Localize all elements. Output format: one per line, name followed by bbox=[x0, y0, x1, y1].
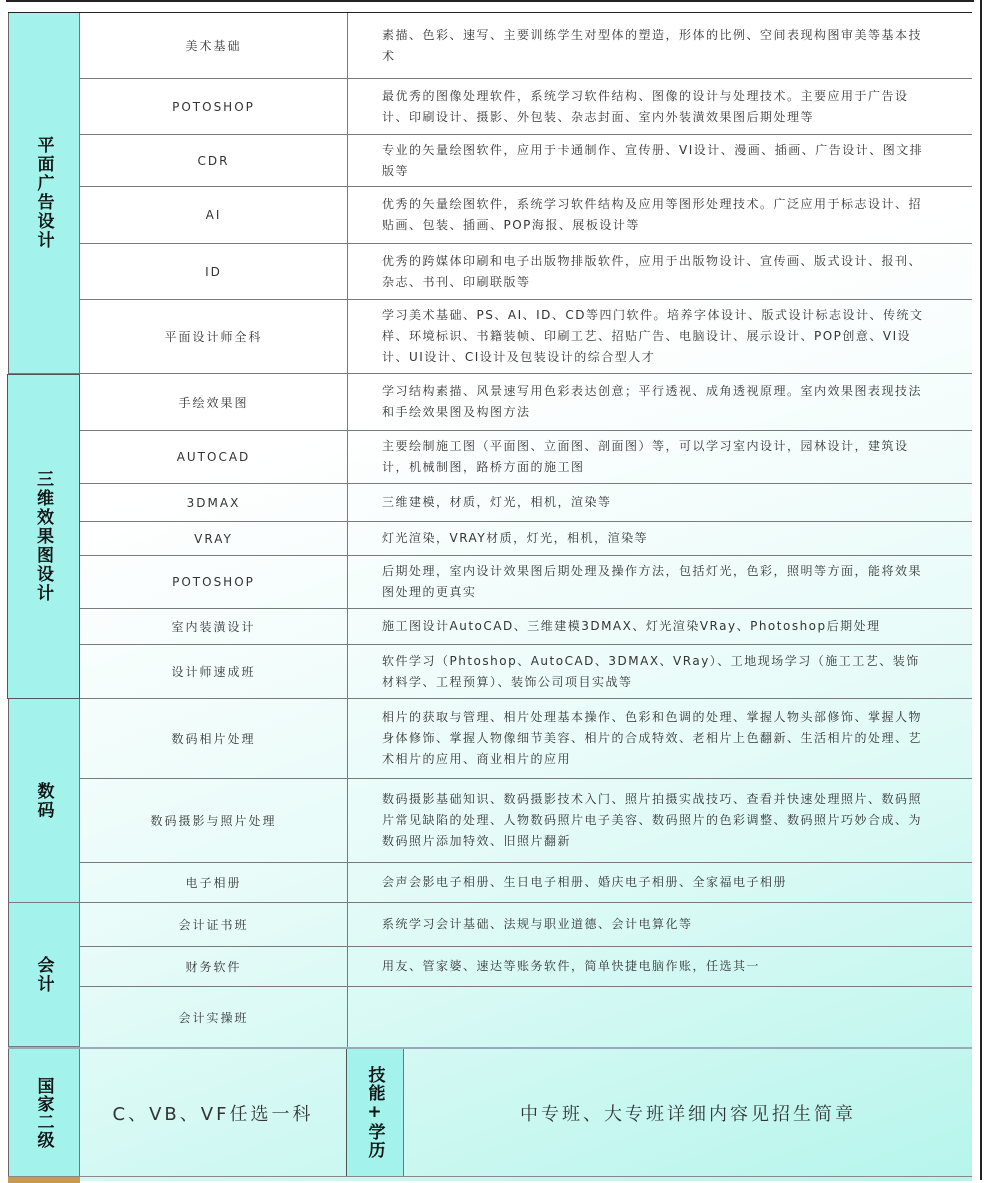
category-graphic-design: 平面广告设计 bbox=[8, 13, 80, 374]
course-name: 室内装潢设计 bbox=[80, 609, 348, 644]
table-row bbox=[80, 300, 972, 374]
table-row bbox=[80, 374, 972, 431]
category-digital: 数码 bbox=[8, 699, 80, 903]
course-name: POTOSHOP bbox=[80, 79, 348, 134]
course-name: 财务软件 bbox=[80, 947, 348, 986]
course-description bbox=[348, 987, 972, 1047]
course-description: 三维建模，材质，灯光，相机，渲染等 bbox=[382, 495, 612, 509]
course-description: 会声会影电子相册、生日电子相册、婚庆电子相册、全家福电子相册 bbox=[382, 875, 788, 889]
bottom-course: C、VB、VF任选一科 bbox=[112, 1103, 314, 1125]
table-row bbox=[80, 79, 972, 135]
course-description: 数码摄影基础知识、数码摄影技术入门、照片拍摄实战技巧、查看并快速处理照片、数码照片常见缺陷的处理、人物数码照片电子美容、数码照片的色彩调整、数码照片巧妙合成、为数码照片添加特效、旧照片翻新 bbox=[382, 792, 923, 848]
course-name: VRAY bbox=[80, 522, 348, 555]
category-accounting: 会计 bbox=[8, 903, 80, 1047]
table-row bbox=[80, 187, 972, 244]
table-row bbox=[80, 556, 972, 609]
course-description: 学习结构素描、风景速写用色彩表达创意；平行透视、成角透视原理。室内效果图表现技法和手绘效果图及构图方法 bbox=[382, 384, 923, 419]
course-name: POTOSHOP bbox=[80, 556, 348, 608]
course-name: 会计实操班 bbox=[80, 987, 348, 1047]
table-row bbox=[80, 699, 972, 779]
table-row bbox=[80, 645, 972, 699]
bottom-row bbox=[8, 1047, 972, 1177]
course-name: 设计师速成班 bbox=[80, 645, 348, 698]
course-description: 素描、色彩、速写、主要训练学生对型体的塑造，形体的比例、空间表现构图审美等基本技术 bbox=[382, 27, 923, 63]
course-name: 数码相片处理 bbox=[80, 699, 348, 778]
course-description: 最优秀的图像处理软件，系统学习软件结构、图像的设计与处理技术。主要应用于广告设计、印刷设计、摄影、外包装、杂志封面、室内外装潢效果图后期处理等 bbox=[382, 88, 909, 124]
table-row bbox=[80, 947, 972, 987]
category-3d-rendering: 三维效果图设计 bbox=[7, 374, 80, 699]
category-national-level-2: 国家二级 bbox=[8, 1049, 80, 1176]
course-name: 平面设计师全科 bbox=[80, 300, 348, 373]
table-row bbox=[80, 987, 972, 1047]
course-name: CDR bbox=[80, 135, 348, 186]
table-row bbox=[80, 135, 972, 187]
course-name: ID bbox=[80, 244, 348, 299]
course-name: AI bbox=[80, 187, 348, 243]
bottom-strip bbox=[8, 1177, 80, 1183]
top-rule bbox=[6, 0, 974, 2]
course-description: 相片的获取与管理、相片处理基本操作、色彩和色调的处理、掌握人物头部修饰、掌握人物身体修饰、掌握人物像细节美容、相片的合成特效、老相片上色翻新、生活相片的处理、艺术相片的应用、商业相片的应用 bbox=[382, 710, 923, 766]
table-row bbox=[80, 609, 972, 645]
course-description: 软件学习（Phtoshop、AutoCAD、3DMAX、VRay）、工地现场学习（施工工艺、装饰材料学、工程预算）、装饰公司项目实战等 bbox=[382, 653, 920, 689]
course-name: 手绘效果图 bbox=[80, 374, 348, 430]
right-rule bbox=[980, 0, 982, 1180]
course-description: 系统学习会计基础、法规与职业道德、会计电算化等 bbox=[382, 917, 693, 931]
admission-note: 中专班、大专班详细内容见招生简章 bbox=[520, 1103, 856, 1125]
course-description: 优秀的矢量绘图软件，系统学习软件结构及应用等图形处理技术。广泛应用于标志设计、招贴画、包装、插画、POP海报、展板设计等 bbox=[382, 197, 923, 232]
course-table bbox=[8, 12, 972, 1181]
table-row bbox=[80, 863, 972, 903]
table-row bbox=[80, 522, 972, 556]
course-description: 专业的矢量绘图软件，应用于卡通制作、宣传册、VI设计、漫画、插画、广告设计、图文排版等 bbox=[382, 142, 924, 178]
course-description: 后期处理，室内设计效果图后期处理及操作方法，包括灯光，色彩，照明等方面，能将效果图处理的更真实 bbox=[382, 564, 923, 599]
course-description: 灯光渲染，VRAY材质，灯光，相机，渲染等 bbox=[382, 531, 649, 545]
course-description: 主要绘制施工图（平面图、立面图、剖面图）等，可以学习室内设计，园林设计，建筑设计，机械制图，路桥方面的施工图 bbox=[382, 439, 909, 474]
course-description: 优秀的跨媒体印刷和电子出版物排版软件，应用于出版物设计、宣传画、版式设计、报刊、杂志、书刊、印刷联版等 bbox=[382, 253, 923, 289]
course-description: 施工图设计AutoCAD、三维建模3DMAX、灯光渲染VRay、Photoshop后期处理 bbox=[382, 619, 881, 633]
course-name: AUTOCAD bbox=[80, 431, 348, 483]
table-row bbox=[80, 244, 972, 300]
course-name: 数码摄影与照片处理 bbox=[80, 779, 348, 862]
course-name: 电子相册 bbox=[80, 863, 348, 902]
table-row bbox=[80, 903, 972, 947]
table-row bbox=[80, 779, 972, 863]
course-description: 学习美术基础、PS、AI、ID、CD等四门软件。培养字体设计、版式设计标志设计、传统文样、环境标识、书籍装帧、印刷工艺、招贴广告、电脑设计、展示设计、POP创意、VI设计、UI设计、CI设计及包装设计的综合型人才 bbox=[382, 308, 924, 364]
table-row bbox=[80, 431, 972, 484]
course-description: 用友、管家婆、速达等账务软件，简单快捷电脑作账，任选其一 bbox=[382, 959, 761, 973]
course-name: 美术基础 bbox=[80, 13, 348, 78]
course-name: 3DMAX bbox=[80, 484, 348, 521]
course-name: 会计证书班 bbox=[80, 903, 348, 946]
skill-degree-label: 技能+学历 bbox=[346, 1049, 404, 1176]
table-row bbox=[80, 484, 972, 522]
table-row bbox=[80, 13, 972, 79]
